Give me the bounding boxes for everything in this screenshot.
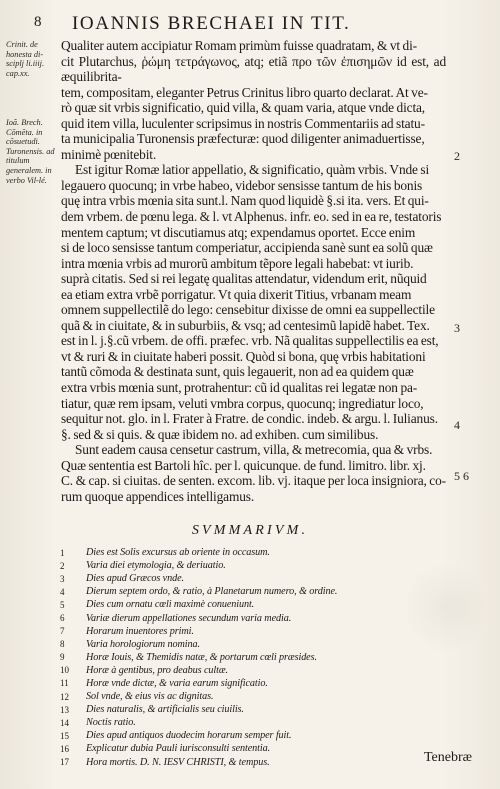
item-number: 13 [60, 704, 69, 715]
body-line: tem, compositam, eleganter Petrus Crinitus libro quarto declarat. At ve- [61, 84, 428, 100]
body-line: Qualiter autem accipiatur Romam primùm fuisse quadratam, & vt di- [61, 38, 417, 53]
catchword: Tenebræ [423, 750, 472, 765]
list-item [58, 559, 358, 572]
list-item [58, 742, 358, 755]
body-line: dem vrbem. de pœnu lega. & l. vt Alphenus. infr. eo. sed in ea re, testatoris [61, 209, 442, 225]
body-line: tiatur, quæ rem ipsam, veluti vmbra corpus, quocunq; ingrediatur loco, [61, 395, 424, 411]
body-line: quid item villa, luculenter scripsimus in nostris Commentariis ad statu- [61, 115, 425, 131]
body-line: minimè pœnitebit. [61, 146, 157, 162]
list-item [58, 716, 358, 729]
body-line: suprà citatis. Sed si rei legatę qualitas attendatur, videndum erit, nũquid [61, 271, 427, 287]
item-number: 15 [60, 730, 69, 741]
body-line: rò quæ sit vrbis significatio, quid villa, & quam varia, atque vnde dicta, [61, 100, 426, 116]
item-number: 4 [60, 586, 65, 597]
list-item [58, 690, 358, 703]
margin-note-brechaeus: Ioã. Brech. Cõmẽta. in cõsuetudi. Turonensis. ad titulum generalem. in verbo Vil-lé. [6, 118, 55, 185]
item-text: Noctis ratio. [86, 717, 136, 729]
body-line: intra mœnia vrbis ad murorũ ambitum tẽpore legali habebat: vt iurib. [61, 255, 414, 271]
item-text: Dierum septem ordo, & ratio, à Planetarum numero, & ordine. [86, 586, 338, 598]
body-line: §. sed & si quis. & quæ ibidem no. ad exhiben. cum similibus. [61, 426, 379, 442]
body-line: rum quoque appendices intelligamus. [61, 488, 255, 504]
page-number: 8 [34, 14, 42, 30]
item-number: 14 [60, 717, 69, 728]
list-item [58, 729, 358, 742]
item-number: 7 [60, 626, 65, 637]
item-text: Varia horologiorum nomina. [86, 638, 200, 650]
body-line: vt & ruri & in ciuitate haberi possit. Quòd si bona, quę vrbis habitationi [61, 348, 426, 364]
item-text: Horæ vnde dictæ, & varia earum significatio. [86, 677, 268, 689]
list-item [58, 651, 358, 664]
item-text: Variæ dierum appellationes secundum varia media. [86, 612, 292, 624]
margin-number-5-6: 5 6 [454, 469, 469, 483]
body-line: extra vrbis mœnia sunt, protrahentur: cũ id qualitas rei legatæ non pa- [61, 380, 418, 396]
body-line: cit Plutarchus, ῥώμη τετράγωνος, atq; etiã προ τῶν ἐπισημῶν id est, ad æquilibrita- [61, 53, 446, 85]
item-text: Dies est Solis excursus ab oriente in occasum. [86, 547, 270, 559]
list-item [58, 598, 358, 611]
body-line: est in l. j.§.cũ vrbem. de offi. præfec. vrb. Nã qualitas suppellectilis ea est, [61, 333, 439, 349]
list-item [58, 572, 358, 585]
list-item [58, 677, 358, 690]
body-line: quã & in ciuitate, & in suburbiis, & vsq; ad centesimũ lapidẽ habet. Tex. [61, 317, 430, 333]
list-item [58, 546, 358, 559]
list-item [58, 611, 358, 624]
item-text: Explicatur dubia Pauli iurisconsulti sententia. [86, 743, 271, 755]
item-number: 5 [60, 599, 65, 610]
item-text: Horarum inuentores primi. [86, 625, 194, 637]
body-line: ea etiam extra vrbẽ porrigatur. Vt quia dixerit Titius, vrbanam meam [61, 286, 412, 302]
summary-title: SVMMARIVM. [191, 523, 309, 538]
item-text: Sol vnde, & eius vis ac dignitas. [86, 691, 214, 703]
item-text: Hora mortis. D. N. IESV CHRISTI, & tempus. [86, 756, 270, 768]
item-number: 1 [60, 547, 65, 558]
list-item [58, 585, 358, 598]
body-line: ta municipalia Turonensis præfecturæ: quod diligenter animaduertisse, [61, 131, 425, 147]
margin-note-crinitus: Crinit. de honesta di-sciplj li.iiij. cap.xx. [6, 40, 45, 78]
ink-bleed [403, 560, 488, 655]
body-line: Sunt eadem causa censetur castrum, villa, & metrecomia, qua & vrbs. [75, 442, 433, 458]
body-text [61, 38, 446, 504]
item-number: 10 [60, 665, 69, 676]
body-line: Est igitur Romæ latior appellatio, & significatio, quàm vrbis. Vnde si [75, 162, 430, 178]
list-item [58, 703, 358, 716]
item-number: 3 [60, 573, 65, 584]
body-line: legauero quocunq; in vrbe habeo, videbor sensisse tantum de his bonis [61, 177, 423, 193]
body-line: sequitur not. glo. in l. Frater à Fratre. de condic. indeb. & argu. l. Iulianus. [61, 411, 438, 427]
body-line: Quæ sententia est Bartoli hîc. per l. quicunque. de fund. limitro. libr. xj. [61, 457, 426, 473]
item-number: 16 [60, 743, 69, 754]
body-line: tantũ cõmoda & destinata sunt, quis legauerit, non ad ea quidem quæ [61, 364, 414, 380]
running-title: IOANNIS BRECHAEI IN TIT. [72, 13, 351, 34]
item-text: Horæ Iouis, & Themidis natæ, & portarum cœli præsides. [86, 651, 317, 663]
item-text: Varia diei etymologia, & deriuatio. [86, 560, 226, 572]
item-number: 9 [60, 652, 65, 663]
item-number: 12 [60, 691, 69, 702]
item-number: 8 [60, 639, 65, 650]
item-number: 17 [60, 757, 69, 768]
summary-list [58, 546, 358, 769]
item-number: 2 [60, 560, 65, 571]
item-number: 11 [60, 678, 69, 689]
margin-number-3: 3 [454, 321, 460, 335]
list-item [58, 625, 358, 638]
body-line: C. & cap. si ciuitas. de senten. excom. lib. vj. itaque per loca insigniora, co- [61, 473, 446, 489]
item-text: Dies apud antiquos duodecim horarum semper fuit. [86, 730, 292, 742]
item-number: 6 [60, 613, 65, 624]
list-item [58, 756, 358, 769]
item-text: Horæ à gentibus, pro deabus cultæ. [86, 664, 228, 676]
item-text: Dies cum ornatu cœli maximè conueniunt. [86, 599, 255, 611]
list-item [58, 664, 358, 677]
item-text: Dies apud Græcos vnde. [86, 573, 184, 585]
page-header [0, 12, 500, 34]
body-line: quę intra vrbis mœnia sita sunt.l. Nam quod liquidè §.si ita. vers. Et qui- [61, 193, 429, 209]
body-line: omnem suppellectilẽ do lego: censebitur dixisse de omni ea suppellectile [61, 302, 435, 318]
margin-number-4: 4 [454, 418, 460, 432]
body-line: si de loco sensisse tantum comperiatur, accipienda sanè sunt ea solũ quæ [61, 240, 433, 256]
margin-number-2: 2 [454, 149, 460, 163]
item-text: Dies naturalis, & artificialis seu ciuilis. [86, 704, 244, 716]
body-line: mentem captum; vt discutiamus atq; expendamus oportet. Ecce enim [61, 224, 416, 240]
list-item [58, 638, 358, 651]
